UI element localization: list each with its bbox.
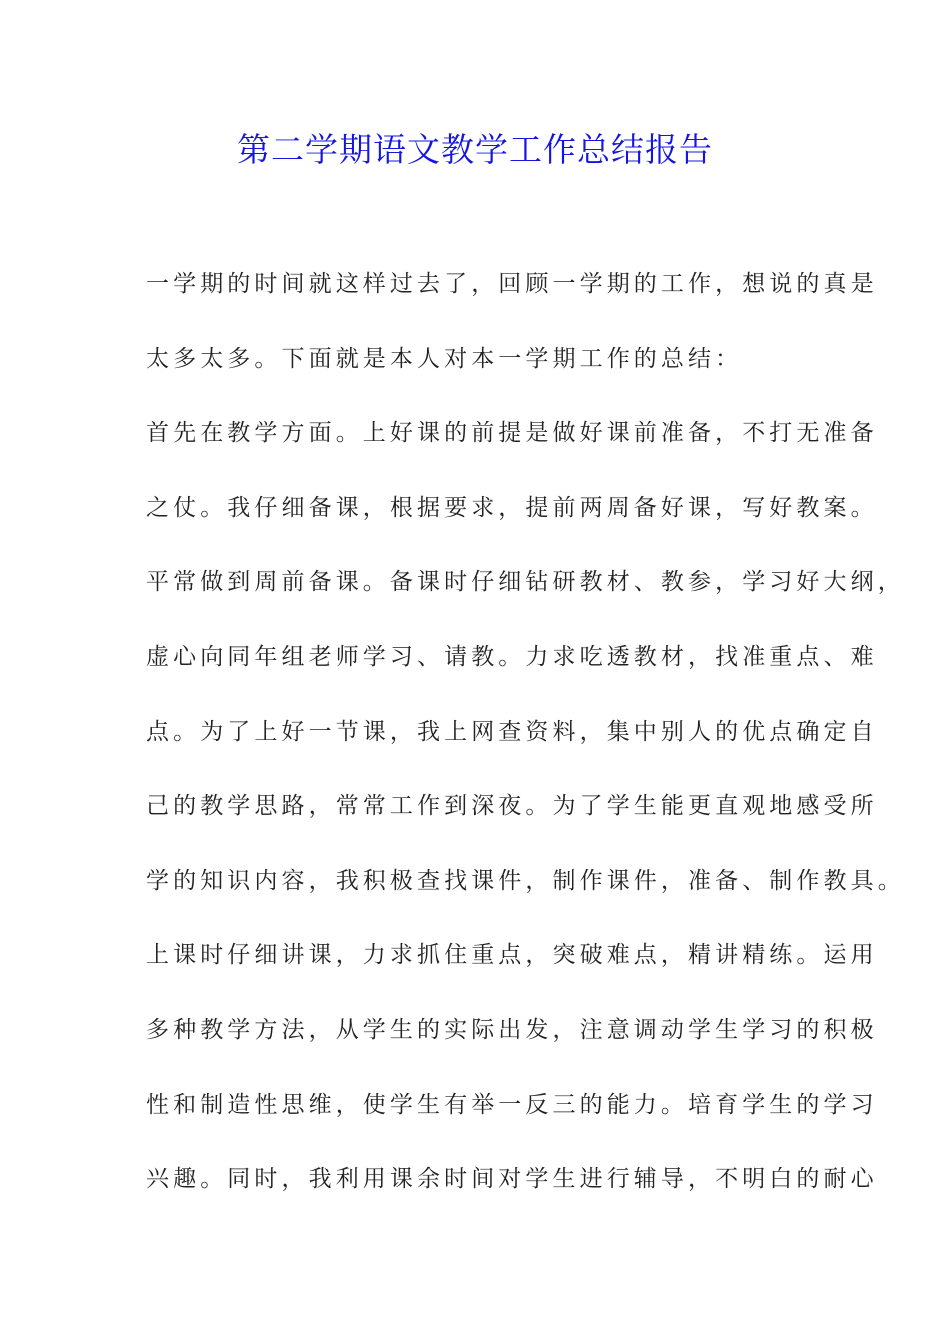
body-line: 平常做到周前备课。备课时仔细钻研教材、教参，学习好大纲， xyxy=(146,569,905,596)
body-line: 兴趣。同时，我利用课余时间对学生进行辅导，不明白的耐心 xyxy=(146,1166,878,1193)
document-title: 第二学期语文教学工作总结报告 xyxy=(237,130,713,169)
body-line: 虚心向同年组老师学习、请教。力求吃透教材，找准重点、难 xyxy=(146,643,878,670)
document-body xyxy=(146,262,905,1232)
body-line: 性和制造性思维，使学生有举一反三的能力。培育学生的学习 xyxy=(146,1091,878,1118)
body-line: 点。为了上好一节课，我上网查资料，集中别人的优点确定自 xyxy=(146,718,878,745)
body-line: 己的教学思路，常常工作到深夜。为了学生能更直观地感受所 xyxy=(146,793,878,820)
body-line: 之仗。我仔细备课，根据要求，提前两周备好课，写好教案。 xyxy=(146,494,878,521)
body-line: 太多太多。下面就是本人对本一学期工作的总结： xyxy=(146,345,743,372)
body-line: 一学期的时间就这样过去了，回顾一学期的工作，想说的真是 xyxy=(146,271,878,297)
body-line: 上课时仔细讲课，力求抓住重点，突破难点，精讲精练。运用 xyxy=(146,942,878,969)
body-line: 多种教学方法，从学生的实际出发，注意调动学生学习的积极 xyxy=(146,1016,878,1043)
body-line: 首先在教学方面。上好课的前提是做好课前准备，不打无准备 xyxy=(146,420,878,447)
body-line: 学的知识内容，我积极查找课件，制作课件，准备、制作教具。 xyxy=(146,867,905,894)
